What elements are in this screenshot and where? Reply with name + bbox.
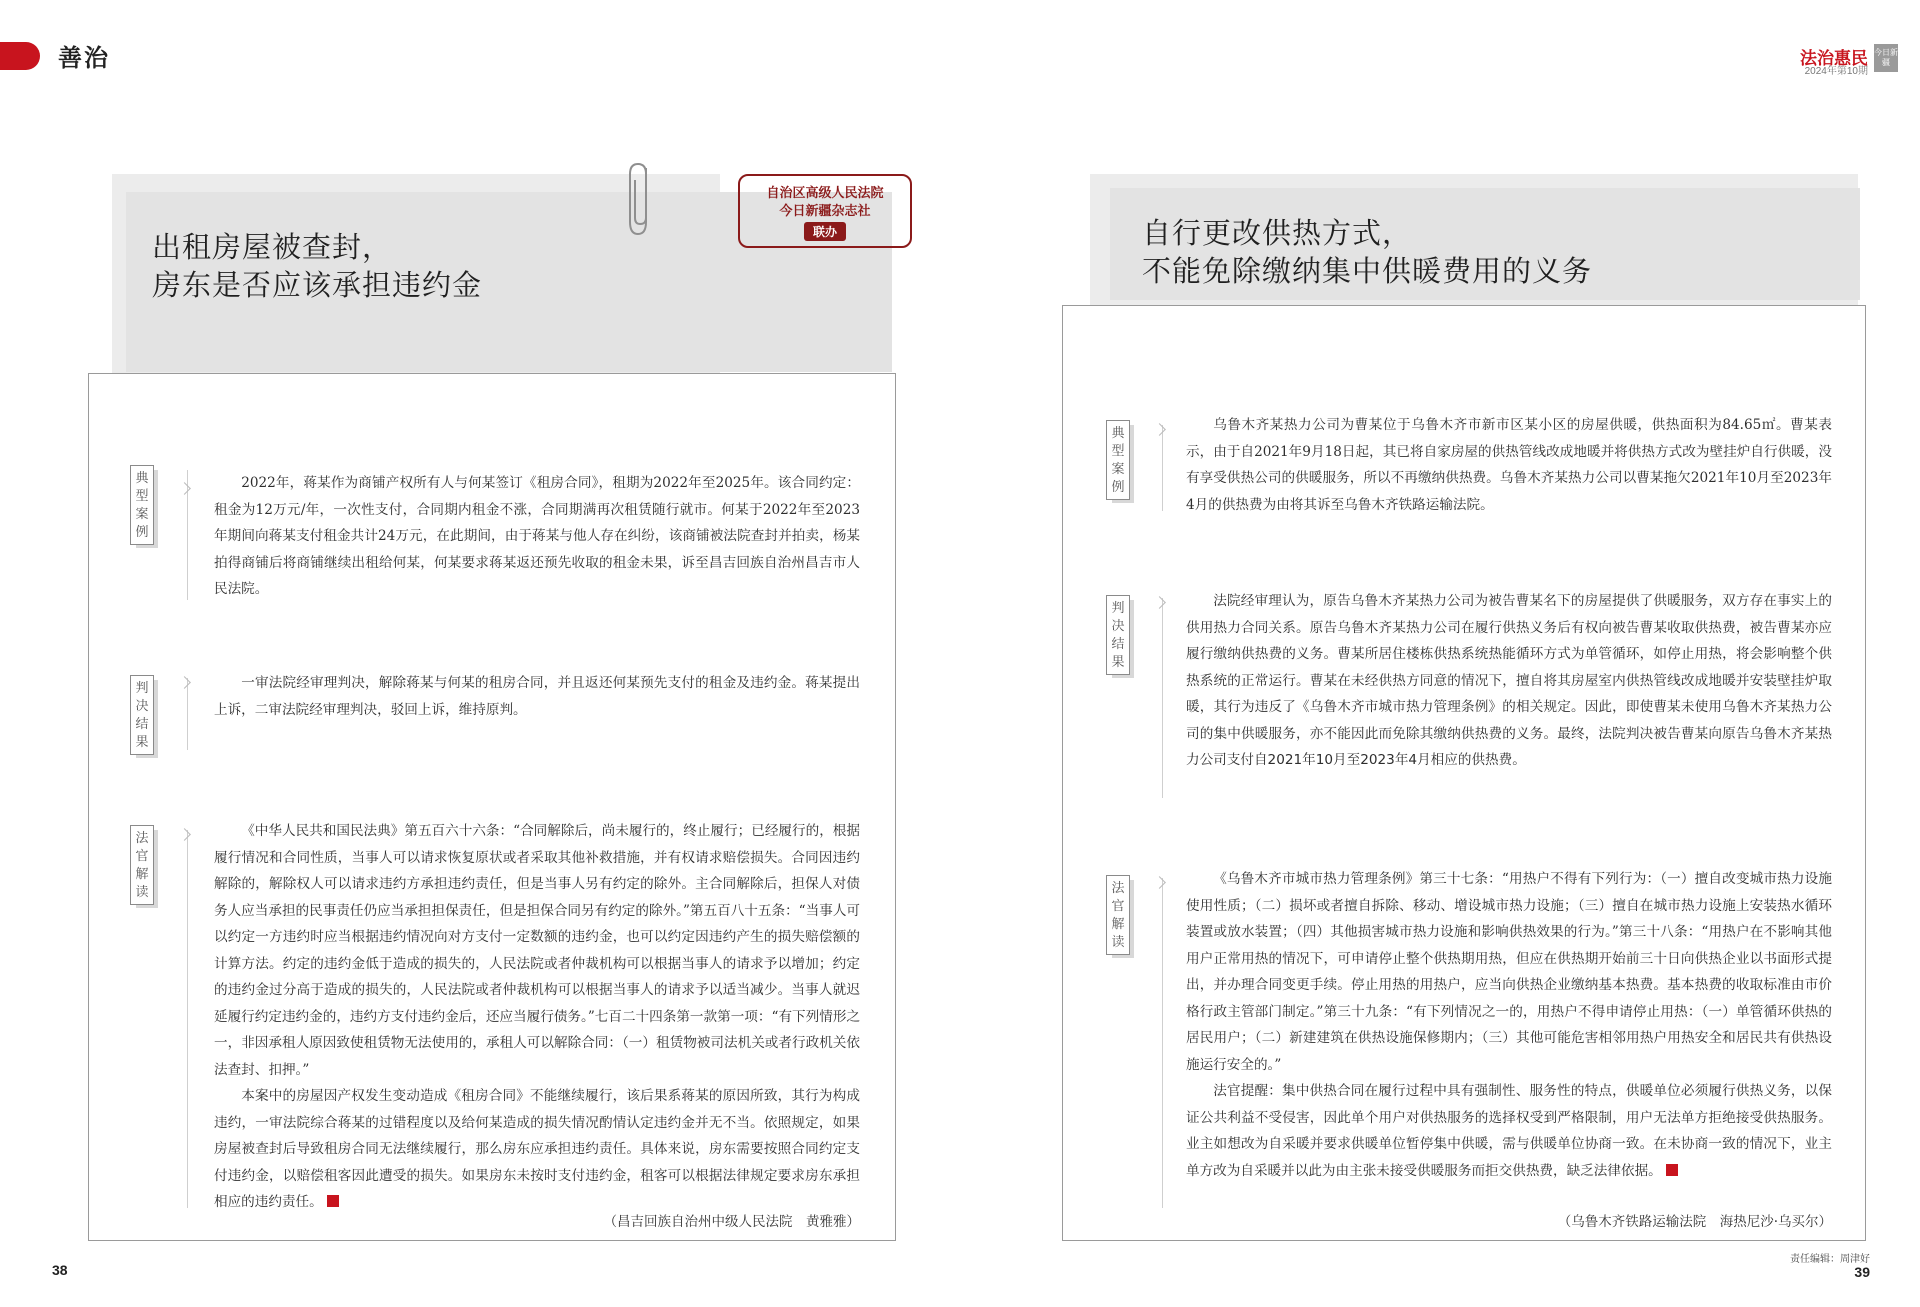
left-tag-interpretation: 法官解读 [130,825,154,905]
left-case-text [214,470,860,603]
right-divider-interp [1162,878,1163,1208]
right-tag-case: 典型案例 [1106,420,1130,500]
left-page-number: 38 [52,1262,68,1278]
right-case-text [1186,412,1832,518]
right-verdict-paragraph: 法院经审理认为，原告乌鲁木齐某热力公司为被告曹某名下的房屋提供了供暖服务，双方存在事实上的供用热力合同关系。原告乌鲁木齐某热力公司在履行供热义务后有权向被告曹某收取供热费，被告曹某亦应履行缴纳供热费的义务。曹某所居住楼栋供热系统热能循环方式为单管循环，如停止用热，将会影响整个供热系统的正常运行。曹某在未经供热方同意的情况下，擅自将其房屋室内供热管线改成地暖并安装壁挂炉取暖，其行为违反了《乌鲁木齐市城市热力管理条例》的相关规定。因此，即使曹某未使用乌鲁木齐某热力公司的集中供暖服务，亦不能因此而免除其缴纳供热费的义务。最终，法院判决被告曹某向原告乌鲁木齐某热力公司支付自2021年10月至2023年4月相应的供热费。 [1186,593,1832,768]
end-mark-icon [1666,1164,1678,1176]
end-mark-icon [327,1195,339,1207]
right-interp-paragraph-1: 《乌鲁木齐市城市热力管理条例》第三十七条：“用热户不得有下列行为：（一）擅自改变城市热力设施使用性质；（二）损坏或者擅自拆除、移动、增设城市热力设施；（三）擅自在城市热力设施上安装热水循环装置或放水装置；（四）其他损害城市热力设施和影响供热效果的行为。”第三十八条：“用热户在不影响其他用户正常用热的情况下，可申请停止整个供热期用热，但应在供热期开始前三十日向供热企业以书面形式提出，并办理合同变更手续。停止用热的用热户，应当向供热企业缴纳基本热费。基本热费的收取标准由市价格行政主管部门制定。”第三十九条：“有下列情况之一的，用热户不得申请停止用热：（一）单管循环供热的居民用户；（二）新建建筑在供热设施保修期内；（三）其他可能危害相邻用热户用热安全和居民共有供热设施运行安全的。” [1186,871,1832,1073]
left-case-paragraph: 2022年，蒋某作为商铺产权所有人与何某签订《租房合同》，租期为2022年至2025年。该合同约定：租金为12万元/年，一次性支付，合同期内租金不涨，合同期满再次租赁随行就市。何某于2022年至2023年期间向蒋某支付租金共计24万元，在此期间，由于蒋某与他人存在纠纷，该商铺被法院查封并拍卖，杨某拍得商铺后将商铺继续出租给何某，何某要求蒋某返还预先收取的租金未果，诉至昌吉回族自治州昌吉市人民法院。 [214,475,860,597]
right-interp-paragraph-2-text: 法官提醒：集中供热合同在履行过程中具有强制性、服务性的特点，供暖单位必须履行供热义务，以保证公共利益不受侵害，因此单个用户对供热服务的选择权受到严格限制，用户无法单方拒绝接受供热服务。业主如想改为自采暖并要求供暖单位暂停集中供暖，需与供暖单位协商一致。在未协商一致的情况下，业主单方改为自采暖并以此为由主张未接受供暖服务而拒交供热费，缺乏法律依据。 [1186,1083,1832,1179]
right-case-paragraph: 乌鲁木齐某热力公司为曹某位于乌鲁木齐市新市区某小区的房屋供暖，供热面积为84.65㎡。曹某表示，由于自2021年9月18日起，其已将自家房屋的供热管线改成地暖并将供热方式改为壁挂炉自行供暖，没有享受供热公司的供暖服务，所以不再缴纳供热费。乌鲁木齐某热力公司以曹某拖欠2021年10月至2023年4月的供热费为由将其诉至乌鲁木齐铁路运输法院。 [1186,417,1832,513]
brand-title: 法治惠民 [1800,49,1868,69]
brand-mark: 今日新疆 [1874,44,1898,72]
left-title [152,228,482,304]
stamp-badge: 联办 [804,222,846,241]
right-interpretation-text [1186,866,1832,1184]
right-interp-paragraph-2 [1186,1078,1832,1184]
right-title [1142,214,1592,290]
left-interp-paragraph-1: 《中华人民共和国民法典》第五百六十六条：“合同解除后，尚未履行的，终止履行；已经履行的，根据履行情况和合同性质，当事人可以请求恢复原状或者采取其他补救措施，并有权请求赔偿损失。合同因违约解除的，解除权人可以请求违约方承担违约责任，但是当事人另有约定的除外。主合同解除后，担保人对债务人应当承担的民事责任仍应当承担担保责任，但是担保合同另有约定的除外。”第五百八十五条：“当事人可以约定一方违约时应当根据违约情况向对方支付一定数额的违约金，也可以约定因违约产生的损失赔偿额的计算方法。约定的违约金低于造成的损失的，人民法院或者仲裁机构可以根据当事人的请求予以增加；约定的违约金过分高于造成的损失的，人民法院或者仲裁机构可以根据当事人的请求予以适当减少。当事人就迟延履行约定违约金的，违约方支付违约金后，还应当履行债务。”七百二十四条第一款第一项：“有下列情形之一，非因承租人原因致使租赁物无法使用的，承租人可以解除合同：（一）租赁物被司法机关或者行政机关依法查封、扣押。” [214,823,861,1078]
left-divider-interp [187,830,188,1208]
right-byline: （乌鲁木齐铁路运输法院 海热尼沙·乌买尔） [1557,1214,1832,1230]
left-title-line2: 房东是否应该承担违约金 [152,268,483,302]
section-red-tab [0,42,40,70]
right-verdict-text [1186,588,1832,774]
responsible-editor: 责任编辑：周津好 [1790,1254,1870,1265]
right-title-line1: 自行更改供热方式， [1142,216,1413,250]
left-verdict-paragraph: 一审法院经审理判决，解除蒋某与何某的租房合同，并且返还何某预先支付的租金及违约金。蒋某提出上诉，二审法院经审理判决，驳回上诉，维持原判。 [214,675,860,718]
left-title-line1: 出租房屋被查封， [152,230,393,264]
section-label: 善治 [58,44,110,72]
left-verdict-text [214,670,860,723]
left-interpretation-text [214,818,860,1216]
left-divider-verdict [187,678,188,750]
right-title-line2: 不能免除缴纳集中供暖费用的义务 [1142,254,1593,288]
left-interp-paragraph-2 [214,1083,860,1216]
stamp-line1: 自治区高级人民法院 [766,186,884,201]
right-tag-verdict: 判决结果 [1106,595,1130,675]
left-byline: （昌吉回族自治州中级人民法院 黄雅雅） [603,1214,860,1230]
left-tag-verdict: 判决结果 [130,675,154,755]
paperclip-icon [626,160,656,240]
left-interp-paragraph-2-text: 本案中的房屋因产权发生变动造成《租房合同》不能继续履行，该后果系蒋某的原因所致，其行为构成违约，一审法院综合蒋某的过错程度以及给何某造成的损失情况酌情认定违约金并无不当。依照规定，如果房屋被查封后导致租房合同无法继续履行，那么房东应承担违约责任。具体来说，房东需要按照合同约定支付违约金，以赔偿租客因此遭受的损失。如果房东未按时支付违约金，租客可以根据法律规定要求房东承担相应的违约责任。 [214,1088,860,1210]
right-tag-interpretation: 法官解读 [1106,875,1130,955]
co-organizer-stamp [738,174,912,248]
left-tag-case: 典型案例 [130,465,154,545]
right-divider-verdict [1162,598,1163,798]
right-page-number: 39 [1854,1264,1870,1280]
right-divider-case [1162,425,1163,511]
brand-issue: 2024年第10期 [1804,66,1868,77]
stamp-line2: 今日新疆杂志社 [779,204,871,219]
